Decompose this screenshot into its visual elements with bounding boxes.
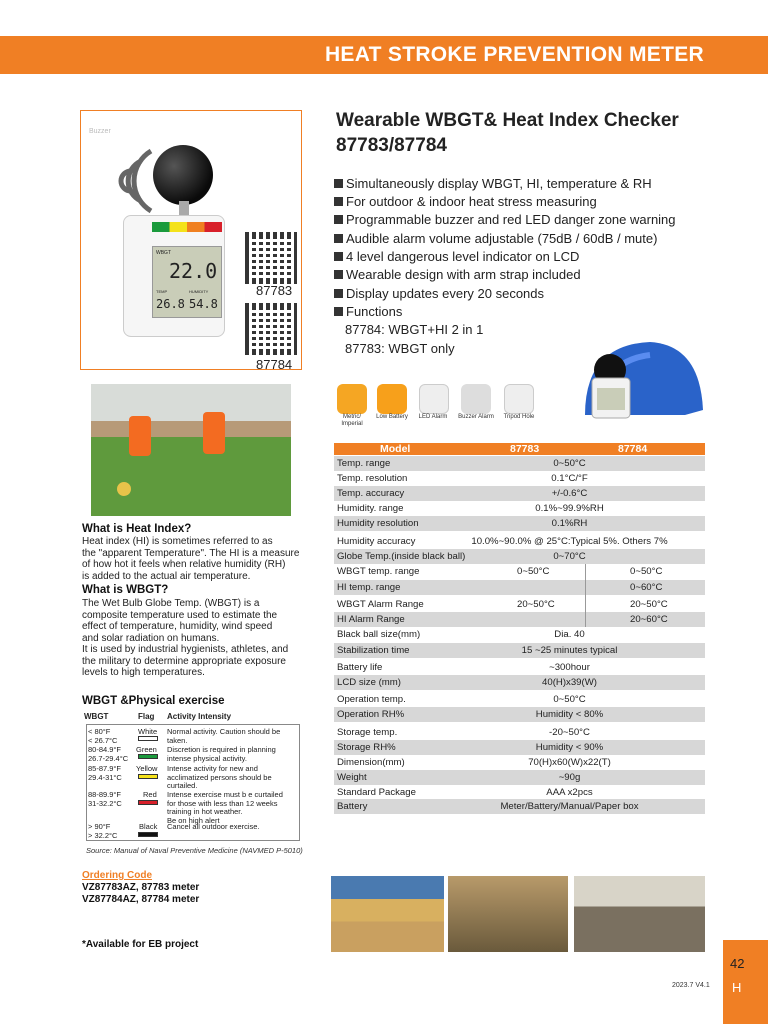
spec-value: 0.1%~99.9%RH — [535, 503, 604, 514]
activity-text: Normal activity. Caution should be taken. — [167, 727, 281, 745]
feature-item: Audible alarm volume adjustable (75dB / 60dB / mute) — [334, 231, 657, 246]
feature-item: Programmable buzzer and red LED danger zone warning — [334, 212, 676, 227]
qr-label-87783: 87783 — [256, 283, 293, 298]
spec-value: Humidity < 80% — [535, 709, 604, 720]
spec-label: WBGT Alarm Range — [337, 599, 424, 610]
spec-value: ~90g — [558, 772, 581, 783]
spec-label: Temp. range — [337, 458, 391, 469]
ordering-code-heading: Ordering Code — [82, 870, 153, 881]
spec-value: 0.1%RH — [551, 518, 588, 529]
icon-label: Buzzer Alarm — [458, 414, 494, 420]
wbgt-range: 80-84.9°F 26.7-29.4°C — [88, 745, 129, 763]
lcd-humidity-value: 54.8 — [189, 297, 218, 311]
qr-label-87784: 87784 — [256, 357, 293, 372]
bullet-square-icon — [334, 234, 343, 243]
spec-label: Humidity accuracy — [337, 536, 416, 547]
flag-name: Yellow — [136, 764, 158, 773]
soccer-ball — [117, 482, 131, 496]
spec-row — [334, 643, 705, 658]
spec-row — [334, 770, 705, 785]
spec-value: ~300hour — [549, 662, 590, 673]
feature-item: For outdoor & indoor heat stress measuring — [334, 194, 597, 209]
meter-body — [123, 215, 225, 337]
spec-row — [334, 501, 705, 516]
spec-row — [334, 564, 705, 579]
icon-label: Tripod Hole — [503, 414, 535, 420]
page-number: 42 — [730, 956, 745, 971]
spec-row — [334, 725, 705, 740]
spec-label: Dimension(mm) — [337, 757, 405, 768]
spec-value: 40(H)x39(W) — [542, 677, 597, 688]
spec-value: Meter/Battery/Manual/Paper box — [500, 801, 639, 812]
spec-row — [334, 597, 705, 612]
bullet-square-icon — [334, 307, 343, 316]
function-87783: 87783: WBGT only — [345, 341, 455, 356]
led-alarm-icon — [419, 384, 449, 414]
spec-value: 0~50°C — [553, 458, 586, 469]
eb-project-note: *Available for EB project — [82, 939, 199, 950]
spec-row — [334, 799, 705, 814]
lcd-temp-value: 26.8 — [156, 297, 185, 311]
activity-text: Discretion is required in planning intense physical activity. — [167, 745, 276, 763]
flag-name: Red — [143, 790, 157, 799]
spec-row — [334, 785, 705, 800]
spec-value: 15 ~25 minutes typical — [521, 645, 618, 656]
spec-row — [334, 755, 705, 770]
source-note: Source: Manual of Naval Preventive Medicine (NAVMED P-5010) — [86, 846, 303, 855]
red-flag-swatch — [138, 800, 158, 805]
spec-row — [334, 580, 705, 595]
flag-name: Black — [139, 822, 158, 831]
spec-label: Stabilization time — [337, 645, 410, 656]
helmet-with-meter-image — [565, 330, 705, 438]
feature-item: Display updates every 20 seconds — [334, 286, 544, 301]
wbgt-range: > 90°F > 32.2°C — [88, 822, 118, 840]
function-87784: 87784: WBGT+HI 2 in 1 — [345, 322, 484, 337]
activity-text: Intense activity for new and acclimatized persons should be curtailed. — [167, 764, 272, 790]
green-flag-swatch — [138, 754, 158, 759]
spec-header-model: Model — [380, 443, 411, 455]
wbgt-range: 88-89.9°F 31-32.2°C — [88, 790, 122, 808]
spec-label: Battery life — [337, 662, 383, 673]
yellow-flag-swatch — [138, 774, 158, 779]
bullet-square-icon — [334, 270, 343, 279]
spec-label: WBGT temp. range — [337, 566, 420, 577]
col-wbgt: WBGT — [84, 712, 109, 721]
order-code-87784: VZ87784AZ, 87784 meter — [82, 894, 200, 905]
col-flag: Flag — [138, 712, 155, 721]
spec-header-87783: 87783 — [510, 443, 540, 455]
spec-value-87784: 20~60°C — [630, 614, 668, 625]
spec-row — [334, 740, 705, 755]
wbgt-text: The Wet Bulb Globe Temp. (WBGT) is a composite temperature used to estimate the effect of temperature, humidity, wind speed and solar radiation on humans. It is used by industrial hygienists, athletes, and the military to determine appropriate exposure levels to high temperatures. — [82, 598, 289, 678]
low-battery-icon — [377, 384, 407, 414]
sound-waves-icon — [101, 131, 161, 221]
section-letter-tab — [723, 977, 768, 1024]
buzzer-label: Buzzer — [89, 128, 111, 135]
spec-value: +/-0.6°C — [551, 488, 588, 499]
wbgt-range: 85-87.9°F 29.4-31°C — [88, 764, 122, 782]
wbgt-range: < 80°F < 26.7°C — [88, 727, 118, 745]
activity-text: Cancel all outdoor exercise. — [167, 822, 260, 831]
spec-value: 0~70°C — [553, 551, 586, 562]
spec-column-divider — [585, 564, 586, 627]
spec-row — [334, 612, 705, 627]
heat-index-heading: What is Heat Index? — [82, 523, 192, 535]
spec-value-87783: 0~50°C — [517, 566, 550, 577]
col-activity: Activity Intensity — [167, 712, 232, 721]
spec-row — [334, 471, 705, 486]
spec-value: AAA x2pcs — [546, 787, 593, 798]
spec-row — [334, 707, 705, 722]
spec-label: LCD size (mm) — [337, 677, 401, 688]
lcd-humidity-label: HUMIDITY — [189, 289, 209, 294]
spec-value: 0~50°C — [553, 694, 586, 705]
spec-label: Operation temp. — [337, 694, 406, 705]
feature-item: 4 level dangerous level indicator on LCD — [334, 249, 579, 264]
spec-label: Globe Temp.(inside black ball) — [337, 551, 466, 562]
bullet-square-icon — [334, 197, 343, 206]
qr-code-87784[interactable] — [245, 303, 297, 355]
activity-text: Intense exercise must b e curtailed for those with less than 12 weeks training in hot weather. Be on high alert — [167, 790, 283, 825]
spec-value-87784: 20~50°C — [630, 599, 668, 610]
spec-label: HI Alarm Range — [337, 614, 405, 625]
icon-label: Metric/ Imperial — [341, 414, 363, 427]
playground-photo — [331, 876, 444, 952]
spec-label: Humidity resolution — [337, 518, 419, 529]
spec-label: Humidity. range — [337, 503, 404, 514]
spec-label: Black ball size(mm) — [337, 629, 421, 640]
spec-label: Battery — [337, 801, 368, 812]
spec-row — [334, 486, 705, 501]
spec-label: Storage RH% — [337, 742, 396, 753]
spec-label: Operation RH% — [337, 709, 405, 720]
spec-value: 0.1°C/°F — [551, 473, 588, 484]
flag-name: Green — [136, 745, 157, 754]
spec-value-87784: 0~50°C — [630, 566, 663, 577]
feature-item: Wearable design with arm strap included — [334, 267, 581, 282]
spec-row — [334, 692, 705, 707]
spec-value-87784: 0~60°C — [630, 582, 663, 593]
bullet-square-icon — [334, 252, 343, 261]
spec-label: Temp. resolution — [337, 473, 408, 484]
version-label: 2023.7 V4.1 — [672, 982, 710, 989]
order-code-87783: VZ87783AZ, 87783 meter — [82, 882, 200, 893]
lcd-temp-label: TEMP — [156, 289, 168, 294]
feature-item: Functions — [334, 304, 402, 319]
page-title: HEAT STROKE PREVENTION METER — [324, 43, 704, 66]
lcd-wbgt-value: 22.0 — [169, 259, 218, 283]
icon-label: LED Alarm — [418, 414, 448, 420]
spec-label: HI temp. range — [337, 582, 401, 593]
spec-header-87784: 87784 — [618, 443, 648, 455]
spec-row — [334, 549, 705, 564]
qr-code-87783[interactable] — [245, 232, 297, 284]
spec-value: Humidity < 90% — [535, 742, 604, 753]
black-flag-swatch — [138, 832, 158, 837]
spec-row — [334, 627, 705, 642]
spec-value: 10.0%~90.0% @ 25°C:Typical 5%. Others 7% — [471, 536, 668, 547]
spec-row — [334, 456, 705, 471]
metric-imperial-icon — [337, 384, 367, 414]
feature-item: Simultaneously display WBGT, HI, temperature & RH — [334, 176, 652, 191]
bullet-square-icon — [334, 289, 343, 298]
bullet-square-icon — [334, 215, 343, 224]
bullet-square-icon — [334, 179, 343, 188]
spec-label: Storage temp. — [337, 727, 398, 738]
spec-value: -20~50°C — [549, 727, 590, 738]
dog-walker-photo — [574, 876, 705, 952]
black-globe-ball — [153, 145, 213, 205]
soldiers-photo — [448, 876, 568, 952]
spec-value: Dia. 40 — [554, 629, 585, 640]
spec-value: 70(H)x60(W)x22(T) — [528, 757, 611, 768]
spec-row — [334, 516, 705, 531]
buzzer-alarm-icon — [461, 384, 491, 414]
spec-label: Weight — [337, 772, 367, 783]
wbgt-heading: What is WBGT? — [82, 584, 169, 596]
section-letter: H — [732, 980, 742, 995]
spec-label: Standard Package — [337, 787, 416, 798]
danger-level-strip — [152, 222, 222, 232]
flag-name: White — [138, 727, 158, 736]
heat-index-text: Heat index (HI) is sometimes referred to as the "apparent Temperature". The HI is a measure of how hot it feels when relative humidity (RH) is added to the actual air temperature. — [82, 536, 300, 582]
icon-label: Low Battery — [376, 414, 408, 420]
spec-row — [334, 534, 705, 549]
spec-value-87783: 20~50°C — [517, 599, 555, 610]
product-model-numbers: 87783/87784 — [336, 135, 447, 156]
tripod-hole-icon — [504, 384, 534, 414]
lcd-wbgt-label: WBGT — [156, 250, 171, 256]
spec-row — [334, 675, 705, 690]
spec-label: Temp. accuracy — [337, 488, 405, 499]
product-title: Wearable WBGT& Heat Index Checker — [336, 110, 679, 131]
spec-row — [334, 660, 705, 675]
kids-soccer-photo — [91, 384, 291, 516]
exercise-heading: WBGT &Physical exercise — [82, 695, 225, 707]
white-flag-swatch — [138, 736, 158, 741]
lcd-screen — [152, 246, 222, 318]
